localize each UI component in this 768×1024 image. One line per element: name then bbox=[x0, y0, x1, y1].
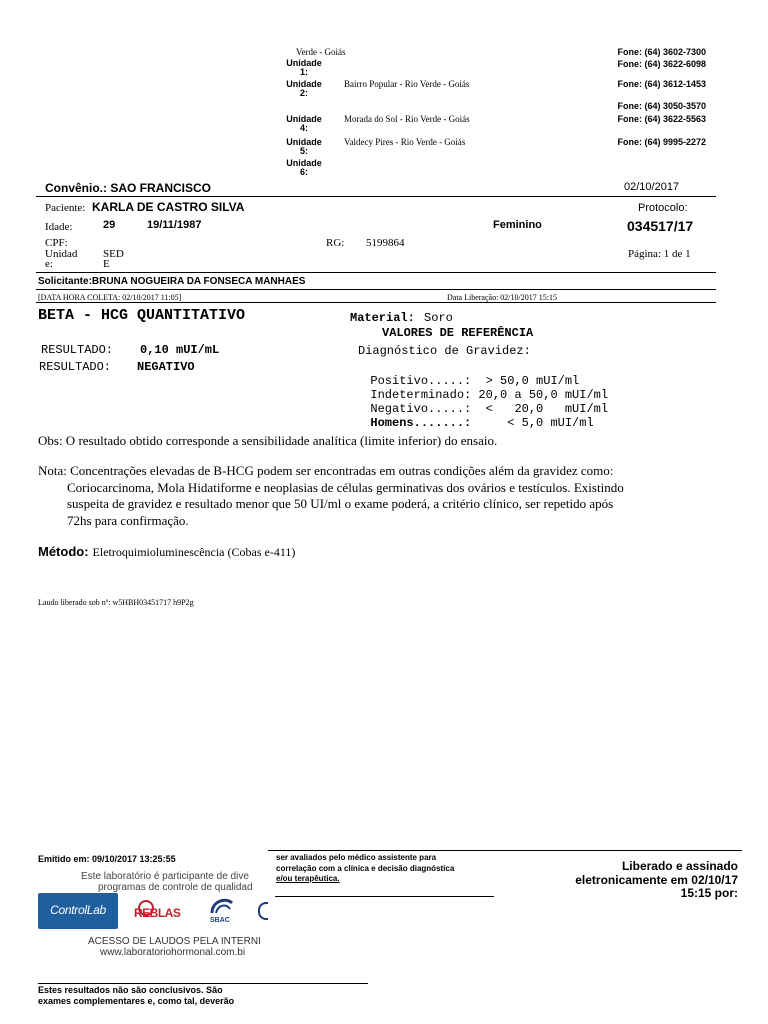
patient-name-label: Paciente: bbox=[45, 202, 86, 214]
lab-participation-line2: programas de controle de qualidad bbox=[98, 882, 253, 893]
method-row bbox=[38, 543, 295, 561]
sbac-logo-text: SBAC bbox=[210, 917, 230, 924]
obs-text: Obs: O resultado obtido corresponde a sensibilidade analítica (limite inferior) do ensaio. bbox=[38, 433, 498, 448]
footer-divider bbox=[268, 850, 742, 851]
nota-line: Nota: Concentrações elevadas de B-HCG podem ser encontradas em outras condições além da gravidez como: bbox=[38, 463, 614, 478]
release-datetime: Data Liberação: 02/10/2017 15:15 bbox=[447, 293, 557, 302]
divider-top bbox=[36, 196, 716, 197]
unit-value: SED E bbox=[103, 248, 124, 270]
nota-block bbox=[38, 463, 624, 529]
middle-text-line: correlação com a clínica e decisão diagnóstica bbox=[276, 863, 455, 873]
unit-1-phone: Fone: (64) 3602-7300 bbox=[617, 47, 706, 57]
unit-4-address: Morada do Sol - Rio Verde - Goiás bbox=[344, 114, 470, 124]
reblas-logo bbox=[134, 898, 190, 926]
reference-row-label: Negativo.....: bbox=[370, 402, 472, 416]
bottom-disclaimer bbox=[38, 985, 234, 1007]
signature-line: 15:15 por: bbox=[680, 886, 738, 900]
result-label: RESULTADO: bbox=[41, 343, 114, 357]
material-label: Material: bbox=[350, 311, 415, 325]
reference-row-value: < 5,0 mUI/ml bbox=[471, 416, 594, 430]
middle-text-block bbox=[276, 853, 454, 885]
bottom-disclaimer-line: Estes resultados não são conclusivos. São bbox=[38, 985, 223, 995]
signature-block bbox=[575, 860, 738, 901]
reference-row-value: 20,0 a 50,0 mUI/ml bbox=[471, 388, 609, 402]
cpf-label: CPF: bbox=[45, 237, 68, 249]
age-value: 29 bbox=[103, 219, 116, 231]
method-label: Método: bbox=[38, 544, 89, 559]
access-url: www.laboratoriohormonal.com.bi bbox=[100, 947, 246, 958]
middle-text-line: e/ou terapêutica. bbox=[276, 874, 340, 883]
nota-line: 72hs para confirmação. bbox=[67, 512, 189, 528]
age-label: Idade: bbox=[45, 221, 73, 233]
bottom-disclaimer-line: exames complementares e, como tal, deverão bbox=[38, 996, 235, 1006]
report-date: 02/10/2017 bbox=[624, 181, 680, 193]
protocol-label: Protocolo: bbox=[638, 202, 688, 214]
divider-exam bbox=[36, 302, 716, 303]
access-line1: ACESSO DE LAUDOS PELA INTERNI bbox=[88, 936, 261, 947]
middle-divider bbox=[275, 896, 494, 897]
signature-line: Liberado e assinado bbox=[621, 859, 738, 873]
method-value: Eletroquimioluminescência (Cobas e-411) bbox=[92, 545, 296, 559]
unit-6-phone: Fone: (64) 9995-2272 bbox=[617, 137, 706, 147]
emitted-datetime: Emitido em: 09/10/2017 13:25:55 bbox=[38, 854, 176, 864]
result-value: 0,10 mUI/mL bbox=[140, 343, 220, 357]
unit-label: Unidad e: bbox=[45, 248, 78, 270]
reference-row-label: Homens.......: bbox=[370, 416, 472, 430]
result2-value: NEGATIVO bbox=[137, 360, 195, 374]
unit-5-label: Unidade 5: bbox=[286, 137, 322, 156]
bottom-divider bbox=[38, 983, 368, 984]
unit-2-phone: Fone: (64) 3622-6098 bbox=[617, 59, 706, 69]
material-value: Soro bbox=[424, 311, 453, 325]
lab-participation-line1: Este laboratório é participante de dive bbox=[81, 871, 249, 882]
middle-text-line: ser avaliados pelo médico assistente para bbox=[276, 853, 437, 862]
rg-label: RG: bbox=[326, 237, 345, 249]
reblas-logo-text: REBLAS bbox=[134, 906, 181, 920]
unit-5-address: Valdecy Pires - Rio Verde - Goiás bbox=[344, 137, 466, 147]
reference-row-men bbox=[356, 402, 594, 430]
nota-line: suspeita de gravidez e resultado menor que 50 UI/ml o exame poderá, a critério clínico, ser repetido após bbox=[67, 496, 614, 511]
patient-name: KARLA DE CASTRO SILVA bbox=[92, 200, 245, 214]
unit-4-phone: Fone: (64) 3050-3570 bbox=[617, 101, 706, 111]
birthdate: 19/11/1987 bbox=[147, 219, 202, 231]
unit-6-label: Unidade 6: bbox=[286, 158, 322, 177]
sbac-logo bbox=[206, 895, 238, 929]
page-indicator: Página: 1 de 1 bbox=[628, 248, 691, 260]
laudo-number: Laudo liberado sob nº: w5HBH03451717 h9P2g bbox=[38, 598, 194, 607]
divider-requester-bottom bbox=[36, 289, 716, 290]
unit-2-label: Unidade 2: bbox=[286, 79, 322, 98]
exam-title: BETA - HCG QUANTITATIVO bbox=[38, 307, 246, 324]
unit-4-label: Unidade 4: bbox=[286, 114, 322, 133]
result2-label: RESULTADO: bbox=[39, 360, 112, 374]
top-address: Verde - Goiás bbox=[296, 47, 346, 57]
unit-5-phone: Fone: (64) 3622-5563 bbox=[617, 114, 706, 124]
reference-row-label: Indeterminado: bbox=[370, 388, 472, 402]
reference-row-value: < 20,0 mUI/ml bbox=[471, 402, 609, 416]
reference-row-value: > 50,0 mUI/ml bbox=[471, 374, 580, 388]
rg-value: 5199864 bbox=[366, 237, 405, 249]
partial-logo-icon bbox=[258, 902, 268, 920]
unit-1-label: Unidade 1: bbox=[286, 58, 322, 77]
nota-line: Coriocarcinoma, Mola Hidatiforme e neoplasias de células germinativas dos ovários e testículos. Existindo bbox=[67, 479, 624, 495]
reference-subtitle: Diagnóstico de Gravidez: bbox=[358, 344, 531, 358]
controllab-logo-text: ControlLab bbox=[50, 903, 106, 917]
unit-3-phone: Fone: (64) 3612-1453 bbox=[617, 79, 706, 89]
divider-requester-top bbox=[36, 272, 716, 273]
sex: Feminino bbox=[493, 219, 542, 231]
collection-datetime: [DATA HORA COLETA: 02/10/2017 11:05] bbox=[38, 293, 182, 302]
signature-line: eletronicamente em 02/10/17 bbox=[575, 872, 738, 887]
protocol-number: 034517/17 bbox=[627, 218, 694, 234]
unit-2-address: Bairro Popular - Rio Verde - Goiás bbox=[344, 79, 470, 89]
requester: Solicitante:BRUNA NOGUEIRA DA FONSECA MANHAES bbox=[38, 276, 306, 287]
controllab-logo bbox=[38, 893, 118, 929]
reference-row-label: Positivo.....: bbox=[370, 374, 472, 388]
sbac-emblem-icon bbox=[206, 895, 238, 917]
reference-title: VALORES DE REFERÊNCIA bbox=[382, 326, 534, 340]
convenio: Convênio.: SAO FRANCISCO bbox=[45, 181, 212, 195]
